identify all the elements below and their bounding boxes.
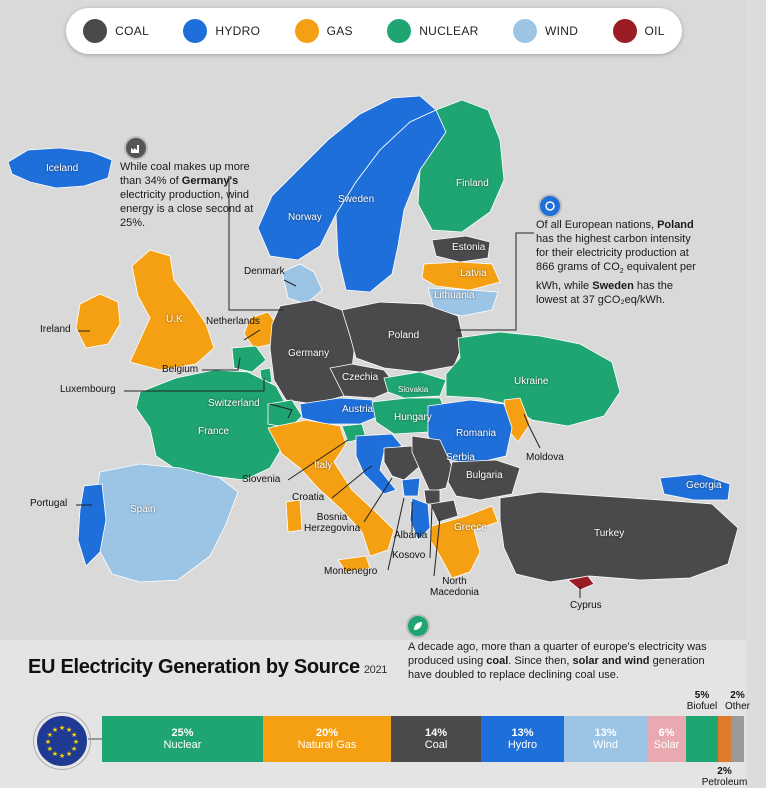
legend-label: HYDRO [215,24,261,38]
outside-label-other: 2% Other [724,690,750,712]
eu-star: ★ [58,725,66,732]
country-label-portugal: Portugal [30,498,68,509]
generation-segment-wind [564,716,647,762]
segment-percent: 25% [171,727,194,739]
eu-flag-icon [34,713,90,769]
country-label-lithuania: Lithuania [434,290,475,301]
country-label-sweden: Sweden [338,194,375,205]
coal-note [408,640,730,682]
country-label-poland: Poland [388,330,420,341]
oil-icon [613,19,637,43]
factory-icon [124,136,148,160]
segment-label: Wind [592,739,619,751]
eu-star: ★ [44,739,52,746]
country-label-switzerland: Switzerland [208,398,260,409]
country-label-croatia: Croatia [292,492,325,503]
country-label-ireland: Ireland [40,324,71,335]
segment-percent: 13% [511,727,534,739]
country-label-albania: Albania [394,530,428,541]
segment-label: Coal [424,739,448,751]
poland-note-text-mid2: equivalent per kWh, while [536,261,696,293]
country-label-denmark: Denmark [244,266,285,277]
country-montenegro [402,478,420,496]
title-year: 2021 [363,664,388,676]
country-italy-sardinia [286,500,302,532]
segment-label: Solar [653,739,680,751]
country-label-france: France [198,426,230,437]
country-label-slovakia: Slovakia [398,385,429,394]
eu-star: ★ [46,746,54,753]
coal-note-text: A decade ago, more than a quarter of europe's electricity was produced using [408,641,707,667]
hydro-icon [183,19,207,43]
coal-note-text-mid: . Since then, [508,655,573,667]
country-label-uk: U.K. [166,314,186,325]
legend-label: COAL [115,24,150,38]
country-label-greece: Greece [454,522,487,533]
poland-note-bold-poland: Poland [657,219,694,231]
flag-connector [88,738,102,740]
germany-note-text: While coal makes up more than 34% of [120,161,250,187]
country-label-estonia: Estonia [452,242,486,253]
country-label-netherlands: Netherlands [206,316,260,327]
country-label-bulgaria: Bulgaria [466,470,503,481]
eu-star: ★ [51,726,59,734]
country-label-serbia: Serbia [446,452,475,463]
segment-percent: 14% [424,727,448,739]
country-label-luxembourg: Luxembourg [60,384,116,395]
emissions-icon [538,194,562,218]
coal-note-text-end: generation have doubled to replace declining coal use. [408,655,705,681]
eu-star: ★ [58,753,66,760]
leaf-icon [406,614,430,638]
generation-segment-nuclear [102,716,263,762]
country-label-iceland: Iceland [46,163,79,174]
eu-star: ★ [65,726,73,734]
legend-label: GAS [326,24,353,38]
generation-segment-natural-gas [263,716,391,762]
segment-percent: 6% [658,727,675,739]
coal-icon [83,19,107,43]
poland-note [536,218,706,307]
country-label-belgium: Belgium [162,364,199,375]
segment-label: Nuclear [163,739,202,751]
poland-note-sub: 2 [619,268,624,276]
legend-item-hydro [183,19,260,43]
country-label-italy: Italy [314,460,333,471]
legend-item-wind [513,19,578,43]
country-label-cyprus: Cyprus [570,600,602,611]
outside-label-petroleum: 2% Petroleum [701,766,748,788]
legend-label: NUCLEAR [419,24,479,38]
country-label-romania: Romania [456,428,497,439]
segment-label: Natural Gas [297,739,357,751]
eu-star: ★ [72,739,80,746]
country-label-moldova: Moldova [526,452,564,463]
coal-note-bold-solar: solar and wind [572,655,650,667]
legend-item-gas [295,19,353,43]
poland-note-text: Of all European nations, [536,219,658,231]
title-main: EU Electricity Generation by Source [28,656,360,678]
legend-item-oil [613,19,665,43]
country-label-norway: Norway [288,212,322,223]
country-label-bosnia: Bosnia Herzegovina [304,512,361,534]
poland-note-text-mid: has the highest carbon intensity for their electricity production at 866 grams of CO [536,233,691,273]
eu-star: ★ [70,732,78,739]
germany-note [120,160,268,230]
country-label-austria: Austria [342,404,374,415]
coal-note-bold-coal: coal [486,655,509,667]
country-label-spain: Spain [130,504,156,515]
generation-segment-coal [391,716,481,762]
nuclear-icon [387,19,411,43]
legend-item-coal [83,19,149,43]
germany-note-bold: Germany's [181,175,239,187]
poland-note-text-end: has the lowest at 37 gCO₂eq/kWh. [536,280,673,307]
generation-segment-other [731,716,744,762]
generation-segment-hydro [481,716,564,762]
country-label-ukraine: Ukraine [514,376,549,387]
country-kosovo [424,490,440,504]
generation-segment-petroleum [718,716,731,762]
page-title [28,656,387,679]
segment-label: Hydro [507,739,538,751]
segment-percent: 13% [594,727,617,739]
wind-icon [513,19,537,43]
eu-star: ★ [46,732,54,739]
eu-star: ★ [51,751,59,759]
legend-item-nuclear [387,19,478,43]
country-label-slovenia: Slovenia [242,474,281,485]
segment-percent: 20% [315,727,339,739]
germany-note-text-end: electricity production, wind energy is a close second at 25%. [120,189,254,229]
country-label-germany: Germany [288,348,330,359]
poland-note-bold-sweden: Sweden [592,280,634,293]
eu-star: ★ [65,751,73,759]
outside-label-biofuel: 5% Biofuel [686,690,718,712]
country-label-latvia: Latvia [460,268,487,279]
eu-star: ★ [70,746,78,753]
country-label-hungary: Hungary [394,412,432,423]
generation-bar [102,716,744,762]
country-label-georgia: Georgia [686,480,722,491]
country-label-montenegro: Montenegro [324,566,378,577]
country-label-turkey: Turkey [594,528,625,539]
legend-label: OIL [644,24,665,38]
gas-icon [295,19,319,43]
generation-segment-solar [647,716,686,762]
country-label-kosovo: Kosovo [392,550,426,561]
legend-label: WIND [544,24,579,38]
country-label-finland: Finland [456,178,489,189]
country-label-north-macedonia: North Macedonia [430,576,479,598]
generation-segment-biofuel [686,716,718,762]
legend [66,8,682,54]
country-label-czechia: Czechia [342,372,379,383]
